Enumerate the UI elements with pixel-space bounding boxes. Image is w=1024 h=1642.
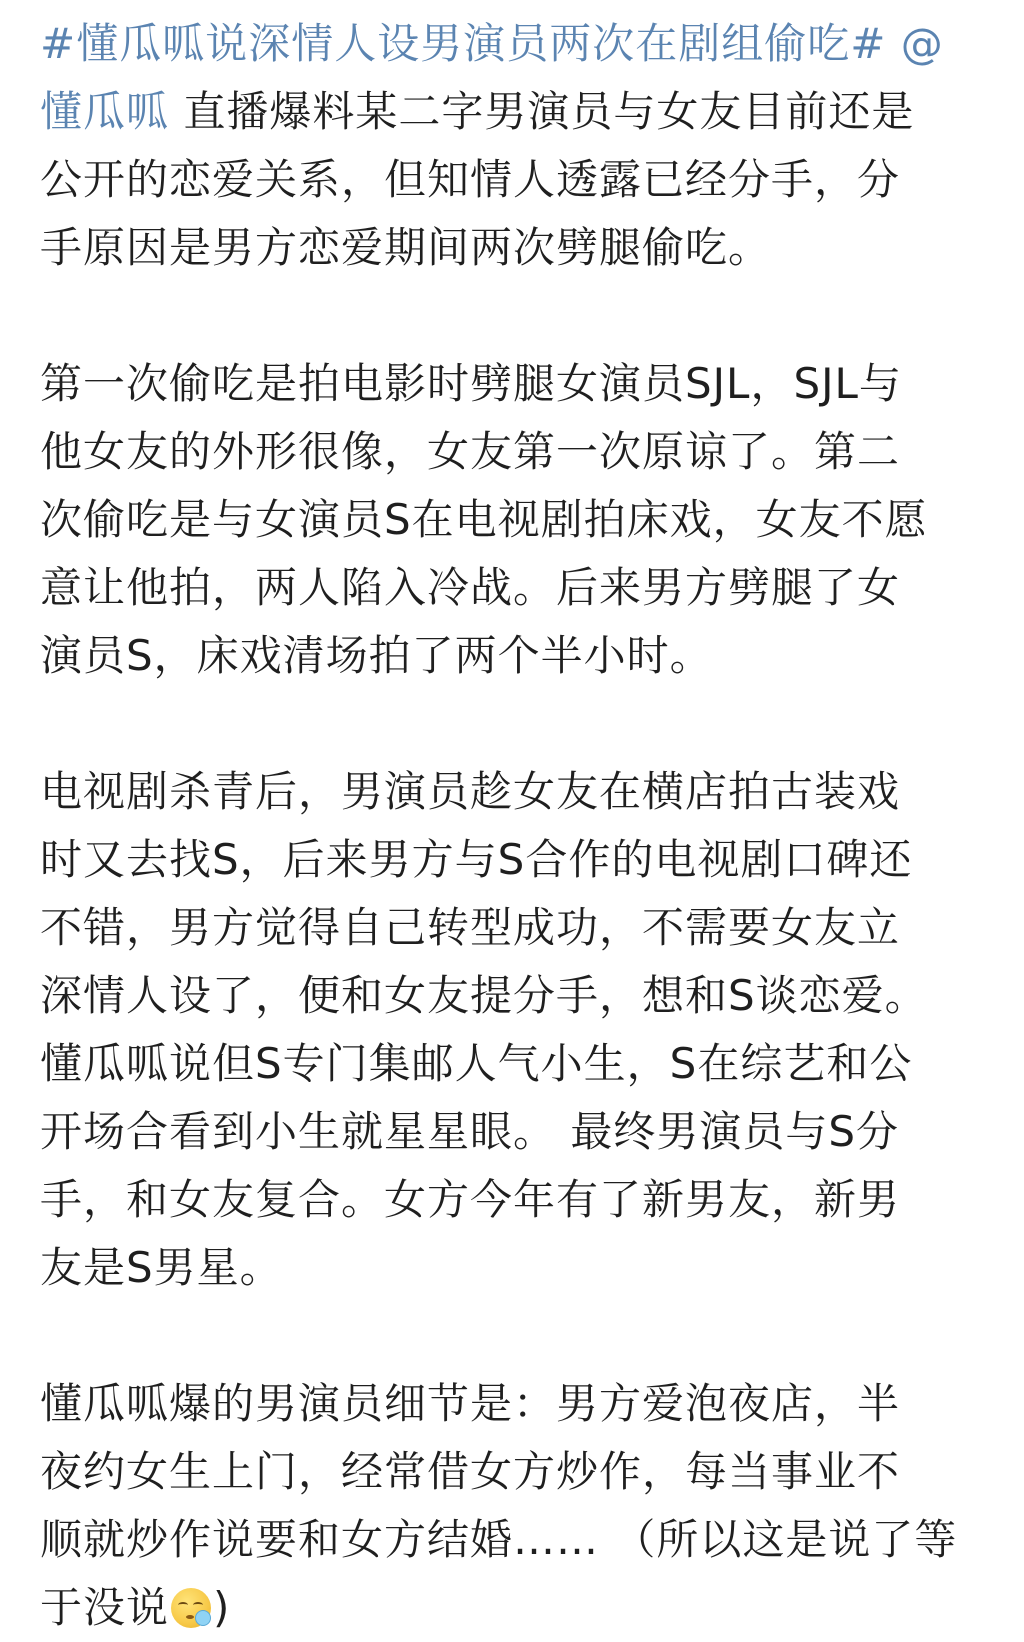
text-line: 不错，男方觉得自己转型成功，不需要女友立 [40, 903, 901, 952]
text-line: 公开的恋爱关系，但知情人透露已经分手，分 [40, 155, 901, 204]
text-line: 第一次偷吃是拍电影时劈腿女演员SJL，SJL与 [40, 359, 902, 408]
text-line: 次偷吃是与女演员S在电视剧拍床戏，女友不愿 [40, 495, 928, 544]
text-line: 他女友的外形很像，女友第一次原谅了。第二 [40, 427, 901, 476]
paragraph-gap [40, 690, 984, 758]
mention-link[interactable]: 懂瓜呱 [40, 87, 170, 136]
text-line: 意让他拍，两人陷入冷战。后来男方劈腿了女 [40, 563, 901, 612]
paragraph-gap [40, 1302, 984, 1370]
paragraph-2 [40, 350, 984, 690]
text-segment: 直播爆料某二字男演员与女友目前还是 [169, 87, 915, 136]
mention-at-sign[interactable]: @ [886, 19, 944, 68]
text-line: 深情人设了，便和女友提分手，想和S谈恋爱。 [40, 971, 928, 1020]
text-line: 演员S，床戏清场拍了两个半小时。 [40, 631, 713, 680]
sleepy-face-icon [171, 1588, 211, 1628]
paragraph-1 [40, 10, 984, 282]
text-segment: ) [213, 1583, 231, 1632]
text-line: 时又去找S，后来男方与S合作的电视剧口碑还 [40, 835, 913, 884]
text-line: 懂瓜呱说但S专门集邮人气小生，S在综艺和公 [40, 1039, 913, 1088]
text-line [40, 10, 984, 78]
text-line: 友是S男星。 [40, 1243, 283, 1292]
paragraph-3 [40, 758, 984, 1302]
hashtag-link[interactable]: #懂瓜呱说深情人设男演员两次在剧组偷吃# [40, 19, 887, 68]
text-line: 顺就炒作说要和女方结婚…… （所以这是说了等 [40, 1515, 958, 1564]
text-line: 手原因是男方恋爱期间两次劈腿偷吃。 [40, 223, 772, 272]
text-line: 开场合看到小生就星星眼。 最终男演员与S分 [40, 1107, 900, 1156]
text-line: 电视剧杀青后，男演员趁女友在横店拍古装戏 [40, 767, 901, 816]
paragraph-4 [40, 1370, 984, 1642]
paragraph-gap [40, 282, 984, 350]
text-line [40, 1574, 984, 1642]
text-line: 手，和女友复合。女方今年有了新男友，新男 [40, 1175, 901, 1224]
text-line: 夜约女生上门，经常借女方炒作，每当事业不 [40, 1447, 901, 1496]
text-line [40, 78, 984, 146]
text-line: 懂瓜呱爆的男演员细节是：男方爱泡夜店，半 [40, 1379, 901, 1428]
text-segment: 于没说 [40, 1583, 170, 1632]
